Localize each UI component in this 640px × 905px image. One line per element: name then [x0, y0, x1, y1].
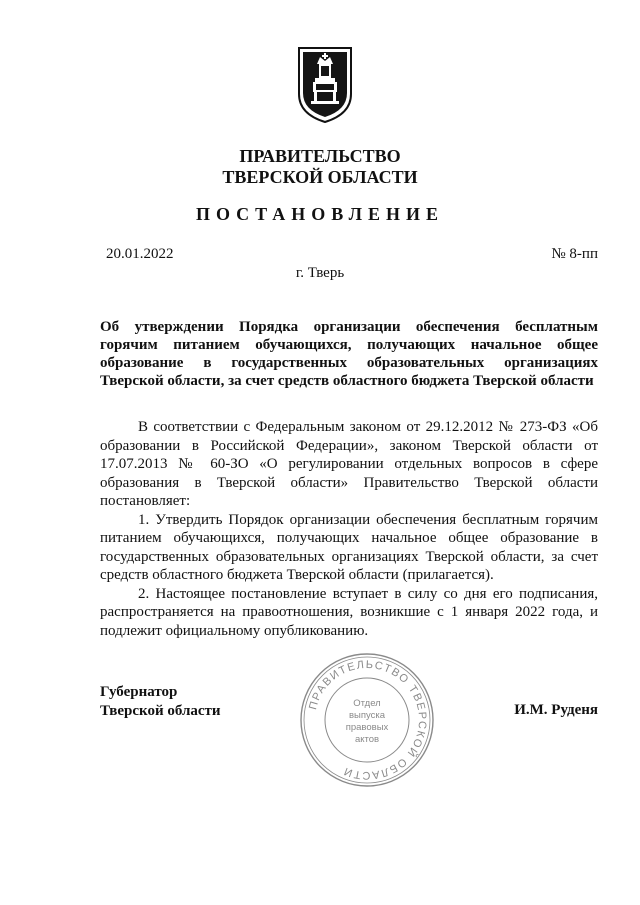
- seal-center-line-2: выпуска: [348, 710, 386, 721]
- body-paragraph-2: 2. Настоящее постановление вступает в силу со дня его подписания, распространяется на правоотношения, возникшие с 1 января 2022 года, и подлежит официальному опубликованию.: [100, 585, 598, 639]
- seal-center-line-1: Отдел: [353, 698, 381, 709]
- body-paragraph-1: 1. Утвердить Порядок организации обеспечения бесплатным горячим питанием обучающихся, получающих начальное общее образование в государственных образовательных организациях Тверской области, за счет средств областного бюджета Тверской области (прилагается).: [100, 511, 598, 583]
- document-type: ПОСТАНОВЛЕНИЕ: [195, 204, 445, 224]
- coat-of-arms-icon: [295, 44, 355, 126]
- body-paragraph-preamble: В соответствии с Федеральным законом от 29.12.2012 № 273-ФЗ «Об образовании в Российской Федерации», законом Тверской области от 17.07.2013 № 60-ЗО «О регулировании отдельных вопросов в сфере образования в Тверской области» Правительство Тверской области постановляет:: [100, 419, 598, 509]
- seal-center-line-4: актов: [354, 734, 380, 745]
- gov-line-2: ТВЕРСКОЙ ОБЛАСТИ: [222, 167, 418, 187]
- document-body: [100, 418, 598, 640]
- document-city: г. Тверь: [295, 265, 345, 281]
- gov-line-1: ПРАВИТЕЛЬСТВО: [239, 146, 401, 166]
- official-seal-stamp: [297, 650, 437, 790]
- document-subject: Об утверждении Порядка организации обеспечения бесплатным горячим питанием обучающихся, получающих начальное общее образование в государственных образовательных организациях Тверской области, за счет средств областного бюджета Тверской области: [100, 319, 598, 389]
- government-title: [0, 146, 640, 188]
- signer-title-line-1: Губернатор: [100, 684, 178, 700]
- seal-center-line-3: правовых: [345, 722, 389, 733]
- signer-name: И.М. Руденя: [514, 702, 598, 718]
- document-number: № 8-пп: [551, 246, 598, 262]
- signer-title: [100, 683, 221, 721]
- signer-title-line-2: Тверской области: [100, 703, 221, 719]
- document-date: 20.01.2022: [106, 246, 174, 262]
- seal-ring-text: ПРАВИТЕЛЬСТВО ТВЕРСКОЙ ОБЛАСТИ: [307, 658, 429, 782]
